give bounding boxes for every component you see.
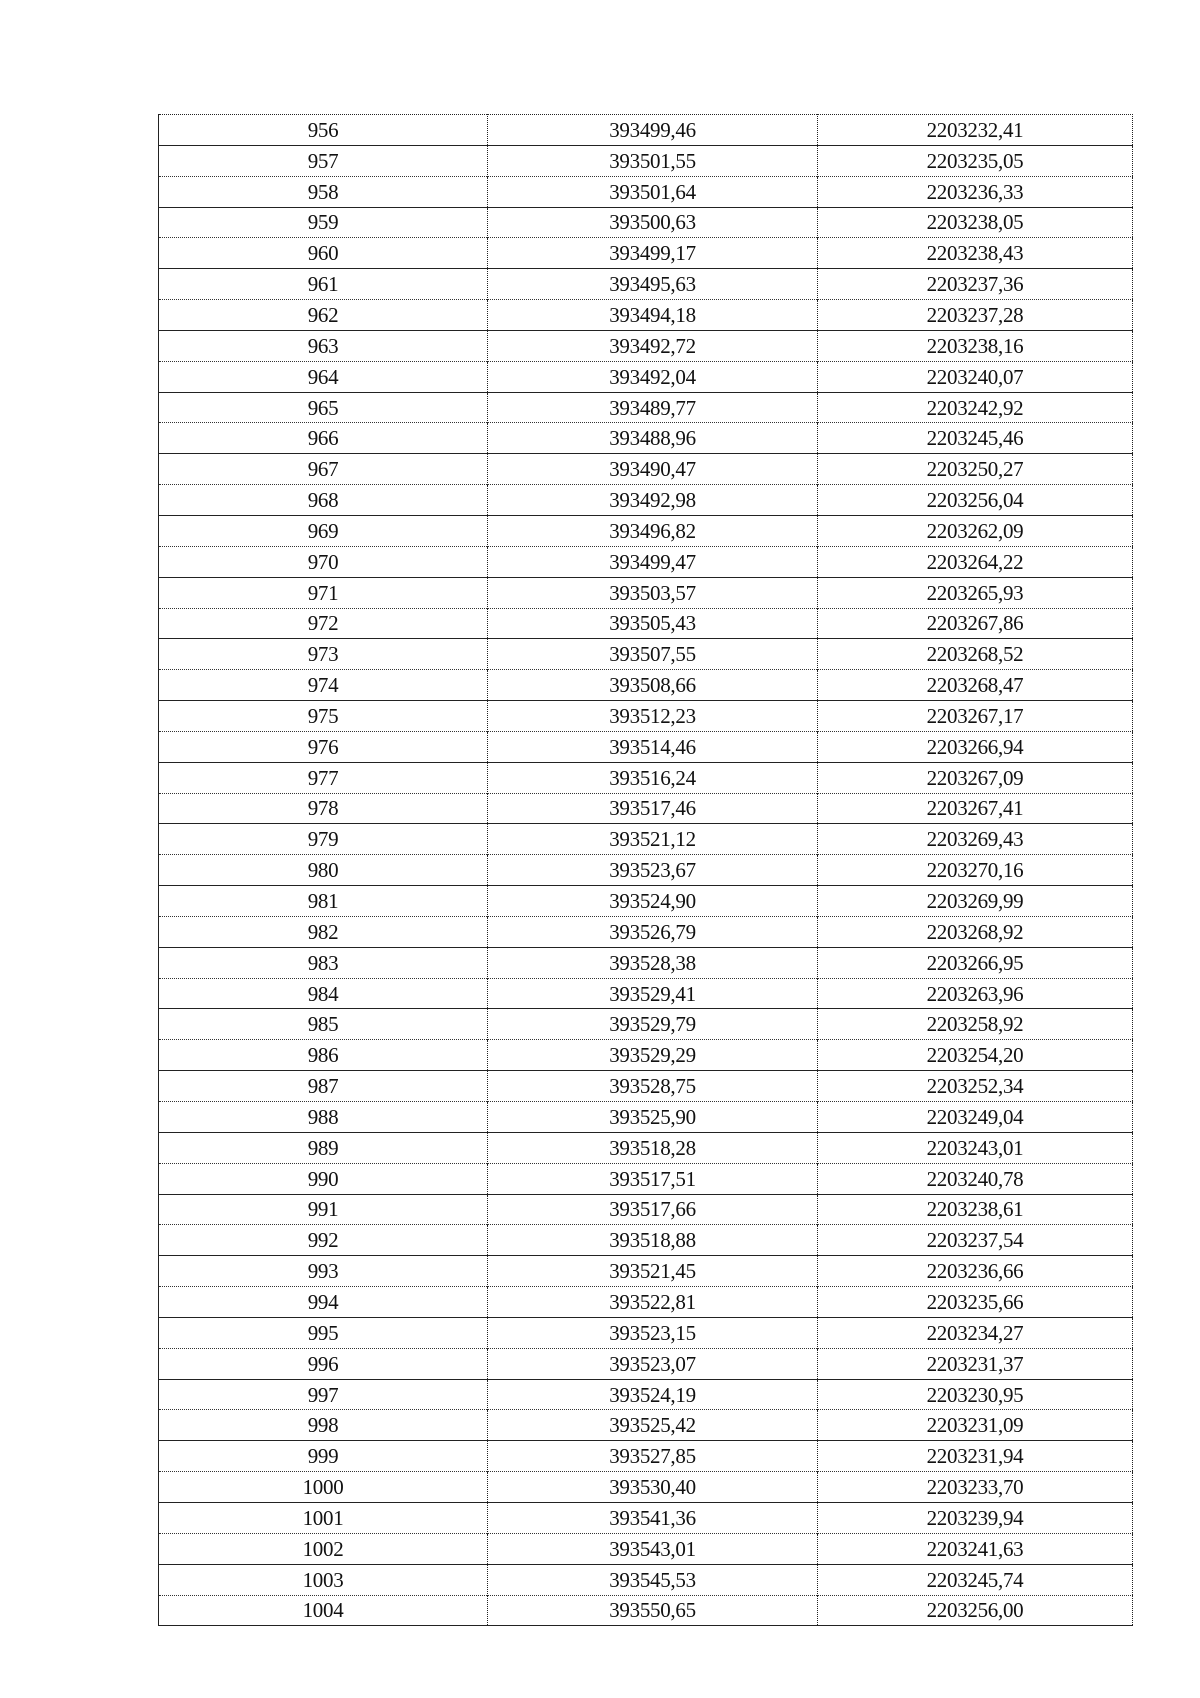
point-number-cell: 978 [307, 796, 339, 821]
table-row [159, 855, 1133, 886]
point-number-cell: 992 [307, 1228, 339, 1253]
point-number-cell: 993 [307, 1259, 339, 1284]
point-number-cell: 994 [307, 1289, 339, 1314]
x-coordinate-cell: 393492,98 [488, 485, 818, 516]
y-coordinate-cell: 2203240,78 [818, 1163, 1133, 1194]
point-number-cell: 982 [307, 919, 339, 944]
y-coordinate-cell: 2203237,28 [818, 300, 1133, 331]
table-row [159, 1533, 1133, 1564]
x-coordinate-cell: 393517,46 [488, 793, 818, 824]
table-row [159, 176, 1133, 207]
table-row [159, 824, 1133, 855]
x-coordinate-cell: 393490,47 [488, 454, 818, 485]
x-coordinate-cell: 393545,53 [488, 1564, 818, 1595]
table-row [159, 1441, 1133, 1472]
y-coordinate-cell: 2203235,66 [818, 1287, 1133, 1318]
point-number-cell: 1001 [302, 1505, 344, 1530]
y-coordinate-cell: 2203254,20 [818, 1040, 1133, 1071]
x-coordinate-cell: 393501,64 [488, 176, 818, 207]
y-coordinate-cell: 2203268,92 [818, 916, 1133, 947]
point-number-cell: 1004 [302, 1598, 344, 1623]
x-coordinate-cell: 393514,46 [488, 731, 818, 762]
y-coordinate-cell: 2203267,09 [818, 762, 1133, 793]
table-row [159, 1040, 1133, 1071]
x-coordinate-cell: 393524,90 [488, 886, 818, 917]
y-coordinate-cell: 2203240,07 [818, 361, 1133, 392]
table-row [159, 670, 1133, 701]
point-number-cell: 979 [307, 827, 339, 852]
table-row [159, 238, 1133, 269]
x-coordinate-cell: 393523,67 [488, 855, 818, 886]
table-row [159, 731, 1133, 762]
table-row [159, 1348, 1133, 1379]
table-row [159, 1163, 1133, 1194]
point-number-cell: 990 [307, 1166, 339, 1191]
y-coordinate-cell: 2203239,94 [818, 1502, 1133, 1533]
x-coordinate-cell: 393494,18 [488, 300, 818, 331]
y-coordinate-cell: 2203262,09 [818, 515, 1133, 546]
table-row [159, 1287, 1133, 1318]
table-row [159, 793, 1133, 824]
x-coordinate-cell: 393530,40 [488, 1472, 818, 1503]
point-number-cell: 962 [307, 302, 339, 327]
point-number-cell: 956 [307, 117, 339, 142]
point-number-cell: 958 [307, 179, 339, 204]
table-row [159, 1595, 1133, 1626]
x-coordinate-cell: 393524,19 [488, 1379, 818, 1410]
y-coordinate-cell: 2203231,09 [818, 1410, 1133, 1441]
x-coordinate-cell: 393508,66 [488, 670, 818, 701]
x-coordinate-cell: 393518,88 [488, 1225, 818, 1256]
coordinates-table-body [159, 115, 1133, 1626]
x-coordinate-cell: 393543,01 [488, 1533, 818, 1564]
point-number-cell: 998 [307, 1413, 339, 1438]
y-coordinate-cell: 2203233,70 [818, 1472, 1133, 1503]
x-coordinate-cell: 393495,63 [488, 269, 818, 300]
table-row [159, 423, 1133, 454]
table-row [159, 608, 1133, 639]
point-number-cell: 983 [307, 950, 339, 975]
x-coordinate-cell: 393488,96 [488, 423, 818, 454]
y-coordinate-cell: 2203268,47 [818, 670, 1133, 701]
y-coordinate-cell: 2203264,22 [818, 546, 1133, 577]
x-coordinate-cell: 393529,41 [488, 978, 818, 1009]
point-number-cell: 981 [307, 889, 339, 914]
table-row [159, 978, 1133, 1009]
table-row [159, 115, 1133, 146]
point-number-cell: 1003 [302, 1567, 344, 1592]
y-coordinate-cell: 2203238,61 [818, 1194, 1133, 1225]
x-coordinate-cell: 393525,90 [488, 1102, 818, 1133]
table-row [159, 701, 1133, 732]
point-number-cell: 976 [307, 734, 339, 759]
table-row [159, 546, 1133, 577]
y-coordinate-cell: 2203237,54 [818, 1225, 1133, 1256]
table-row [159, 1194, 1133, 1225]
x-coordinate-cell: 393550,65 [488, 1595, 818, 1626]
point-number-cell: 964 [307, 364, 339, 389]
point-number-cell: 972 [307, 611, 339, 636]
point-number-cell: 971 [307, 580, 339, 605]
table-row [159, 1379, 1133, 1410]
x-coordinate-cell: 393521,45 [488, 1256, 818, 1287]
y-coordinate-cell: 2203267,86 [818, 608, 1133, 639]
table-row [159, 1564, 1133, 1595]
x-coordinate-cell: 393528,38 [488, 947, 818, 978]
y-coordinate-cell: 2203263,96 [818, 978, 1133, 1009]
point-number-cell: 988 [307, 1104, 339, 1129]
x-coordinate-cell: 393528,75 [488, 1071, 818, 1102]
table-row [159, 1009, 1133, 1040]
table-row [159, 207, 1133, 238]
x-coordinate-cell: 393492,04 [488, 361, 818, 392]
y-coordinate-cell: 2203258,92 [818, 1009, 1133, 1040]
point-number-cell: 980 [307, 858, 339, 883]
point-number-cell: 987 [307, 1074, 339, 1099]
x-coordinate-cell: 393503,57 [488, 577, 818, 608]
x-coordinate-cell: 393526,79 [488, 916, 818, 947]
table-row [159, 1410, 1133, 1441]
y-coordinate-cell: 2203241,63 [818, 1533, 1133, 1564]
y-coordinate-cell: 2203266,94 [818, 731, 1133, 762]
point-number-cell: 996 [307, 1351, 339, 1376]
point-number-cell: 977 [307, 765, 339, 790]
point-number-cell: 969 [307, 518, 339, 543]
x-coordinate-cell: 393517,66 [488, 1194, 818, 1225]
table-row [159, 1132, 1133, 1163]
table-row [159, 1502, 1133, 1533]
table-row [159, 515, 1133, 546]
table-row [159, 1102, 1133, 1133]
point-number-cell: 965 [307, 395, 339, 420]
y-coordinate-cell: 2203238,43 [818, 238, 1133, 269]
point-number-cell: 968 [307, 488, 339, 513]
y-coordinate-cell: 2203249,04 [818, 1102, 1133, 1133]
x-coordinate-cell: 393499,46 [488, 115, 818, 146]
coordinates-table [158, 114, 1133, 1626]
y-coordinate-cell: 2203237,36 [818, 269, 1133, 300]
point-number-cell: 997 [307, 1382, 339, 1407]
y-coordinate-cell: 2203269,99 [818, 886, 1133, 917]
y-coordinate-cell: 2203256,00 [818, 1595, 1133, 1626]
y-coordinate-cell: 2203234,27 [818, 1317, 1133, 1348]
x-coordinate-cell: 393517,51 [488, 1163, 818, 1194]
y-coordinate-cell: 2203236,66 [818, 1256, 1133, 1287]
point-number-cell: 1000 [302, 1475, 344, 1500]
y-coordinate-cell: 2203242,92 [818, 392, 1133, 423]
x-coordinate-cell: 393525,42 [488, 1410, 818, 1441]
x-coordinate-cell: 393529,79 [488, 1009, 818, 1040]
table-row [159, 485, 1133, 516]
y-coordinate-cell: 2203265,93 [818, 577, 1133, 608]
point-number-cell: 967 [307, 457, 339, 482]
x-coordinate-cell: 393492,72 [488, 330, 818, 361]
table-row [159, 454, 1133, 485]
point-number-cell: 991 [307, 1197, 339, 1222]
table-row [159, 1256, 1133, 1287]
x-coordinate-cell: 393500,63 [488, 207, 818, 238]
x-coordinate-cell: 393512,23 [488, 701, 818, 732]
point-number-cell: 999 [307, 1444, 339, 1469]
point-number-cell: 984 [307, 981, 339, 1006]
x-coordinate-cell: 393518,28 [488, 1132, 818, 1163]
point-number-cell: 995 [307, 1320, 339, 1345]
point-number-cell: 961 [307, 272, 339, 297]
point-number-cell: 960 [307, 241, 339, 266]
x-coordinate-cell: 393505,43 [488, 608, 818, 639]
table-row [159, 1317, 1133, 1348]
point-number-cell: 974 [307, 673, 339, 698]
y-coordinate-cell: 2203270,16 [818, 855, 1133, 886]
y-coordinate-cell: 2203243,01 [818, 1132, 1133, 1163]
y-coordinate-cell: 2203238,05 [818, 207, 1133, 238]
table-row [159, 300, 1133, 331]
x-coordinate-cell: 393499,47 [488, 546, 818, 577]
point-number-cell: 957 [307, 148, 339, 173]
x-coordinate-cell: 393523,15 [488, 1317, 818, 1348]
point-number-cell: 975 [307, 703, 339, 728]
x-coordinate-cell: 393529,29 [488, 1040, 818, 1071]
x-coordinate-cell: 393527,85 [488, 1441, 818, 1472]
y-coordinate-cell: 2203256,04 [818, 485, 1133, 516]
y-coordinate-cell: 2203235,05 [818, 145, 1133, 176]
table-row [159, 577, 1133, 608]
y-coordinate-cell: 2203252,34 [818, 1071, 1133, 1102]
point-number-cell: 989 [307, 1135, 339, 1160]
y-coordinate-cell: 2203245,46 [818, 423, 1133, 454]
y-coordinate-cell: 2203267,41 [818, 793, 1133, 824]
table-row [159, 145, 1133, 176]
y-coordinate-cell: 2203269,43 [818, 824, 1133, 855]
table-row [159, 639, 1133, 670]
y-coordinate-cell: 2203231,94 [818, 1441, 1133, 1472]
y-coordinate-cell: 2203230,95 [818, 1379, 1133, 1410]
point-number-cell: 1002 [302, 1536, 344, 1561]
table-row [159, 1472, 1133, 1503]
x-coordinate-cell: 393541,36 [488, 1502, 818, 1533]
table-row [159, 1071, 1133, 1102]
x-coordinate-cell: 393501,55 [488, 145, 818, 176]
x-coordinate-cell: 393507,55 [488, 639, 818, 670]
table-row [159, 762, 1133, 793]
table-row [159, 269, 1133, 300]
point-number-cell: 970 [307, 549, 339, 574]
y-coordinate-cell: 2203268,52 [818, 639, 1133, 670]
x-coordinate-cell: 393522,81 [488, 1287, 818, 1318]
x-coordinate-cell: 393523,07 [488, 1348, 818, 1379]
table-row [159, 361, 1133, 392]
x-coordinate-cell: 393499,17 [488, 238, 818, 269]
x-coordinate-cell: 393496,82 [488, 515, 818, 546]
x-coordinate-cell: 393516,24 [488, 762, 818, 793]
y-coordinate-cell: 2203250,27 [818, 454, 1133, 485]
y-coordinate-cell: 2203232,41 [818, 115, 1133, 146]
point-number-cell: 959 [307, 210, 339, 235]
y-coordinate-cell: 2203231,37 [818, 1348, 1133, 1379]
y-coordinate-cell: 2203266,95 [818, 947, 1133, 978]
point-number-cell: 963 [307, 333, 339, 358]
point-number-cell: 966 [307, 426, 339, 451]
y-coordinate-cell: 2203238,16 [818, 330, 1133, 361]
x-coordinate-cell: 393489,77 [488, 392, 818, 423]
table-row [159, 886, 1133, 917]
table-row [159, 1225, 1133, 1256]
y-coordinate-cell: 2203267,17 [818, 701, 1133, 732]
table-row [159, 947, 1133, 978]
y-coordinate-cell: 2203236,33 [818, 176, 1133, 207]
x-coordinate-cell: 393521,12 [488, 824, 818, 855]
point-number-cell: 986 [307, 1043, 339, 1068]
table-row [159, 330, 1133, 361]
point-number-cell: 973 [307, 642, 339, 667]
point-number-cell: 985 [307, 1012, 339, 1037]
table-row [159, 916, 1133, 947]
table-row [159, 392, 1133, 423]
y-coordinate-cell: 2203245,74 [818, 1564, 1133, 1595]
